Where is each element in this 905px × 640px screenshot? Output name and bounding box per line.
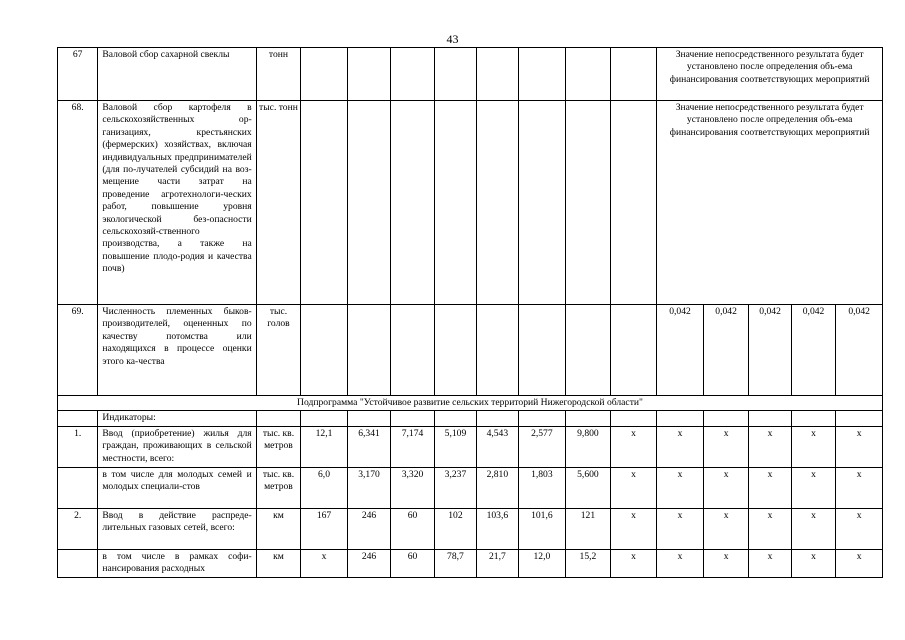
value-cell: 167	[301, 508, 348, 549]
value-cell: x	[703, 467, 749, 508]
value-cell: 12,0	[518, 549, 566, 577]
value-cell: x	[749, 549, 791, 577]
row-number: 68.	[58, 101, 98, 305]
value-cell: 0,042	[657, 305, 704, 396]
row-number	[58, 467, 98, 508]
row-name: Ввод в действие распреде-лительных газовых сетей, всего:	[98, 508, 256, 549]
value-cell: x	[657, 426, 704, 467]
row-name: в том числе для молодых семей и молодых специали-стов	[98, 467, 256, 508]
value-cell: x	[301, 549, 348, 577]
indicators-header-row	[58, 411, 883, 426]
value-cell: x	[836, 426, 883, 467]
value-cell: x	[703, 426, 749, 467]
value-cell	[391, 305, 434, 396]
section-row	[58, 396, 883, 411]
subprogram-title: Подпрограмма "Устойчивое развитие сельских территорий Нижегородской области"	[58, 396, 883, 411]
value-cell	[610, 305, 657, 396]
value-cell: 9,800	[566, 426, 611, 467]
value-cell: x	[703, 549, 749, 577]
value-cell: x	[791, 467, 836, 508]
row-name: Ввод (приобретение) жилья для граждан, проживающих в сельской местности, всего:	[98, 426, 256, 467]
value-cell: 102	[434, 508, 476, 549]
value-cell: 60	[391, 508, 434, 549]
value-cell: x	[610, 508, 657, 549]
value-cell	[347, 305, 390, 396]
value-cell: x	[610, 426, 657, 467]
table-row	[58, 467, 883, 508]
table-row	[58, 426, 883, 467]
value-cell	[566, 305, 611, 396]
value-cell: 6,0	[301, 467, 348, 508]
value-cell: 103,6	[477, 508, 518, 549]
value-cell: 246	[347, 508, 390, 549]
indicators-label: Индикаторы:	[98, 411, 256, 426]
value-cell: 21,7	[477, 549, 518, 577]
table-row	[58, 549, 883, 577]
value-cell: x	[836, 549, 883, 577]
row-unit: тонн	[256, 48, 301, 101]
row-number: 67	[58, 48, 98, 101]
value-cell: 1,803	[518, 467, 566, 508]
row-number: 1.	[58, 426, 98, 467]
row-unit: тыс. тонн	[256, 101, 301, 305]
value-cell: 78,7	[434, 549, 476, 577]
value-cell: x	[657, 549, 704, 577]
value-cell: 12,1	[301, 426, 348, 467]
value-cell: x	[836, 467, 883, 508]
value-cell: 0,042	[703, 305, 749, 396]
row-unit: км	[256, 549, 301, 577]
value-cell: 0,042	[791, 305, 836, 396]
row-unit: км	[256, 508, 301, 549]
value-cell: x	[749, 426, 791, 467]
value-cell	[477, 305, 518, 396]
table-row	[58, 101, 883, 305]
value-cell: x	[791, 508, 836, 549]
table-row	[58, 48, 883, 101]
value-cell: 3,170	[347, 467, 390, 508]
row-note: Значение непосредственного результата будет установлено после определения объ-ема финансирования соответствующих мероприятий	[657, 48, 883, 101]
value-cell: 121	[566, 508, 611, 549]
value-cell: x	[749, 508, 791, 549]
page-number: 43	[446, 32, 459, 46]
value-cell: 101,6	[518, 508, 566, 549]
row-unit: тыс. кв. метров	[256, 467, 301, 508]
value-cell: x	[749, 467, 791, 508]
value-cell: x	[610, 467, 657, 508]
value-cell: 3,237	[434, 467, 476, 508]
value-cell	[301, 305, 348, 396]
table-row	[58, 305, 883, 396]
value-cell: 3,320	[391, 467, 434, 508]
value-cell: x	[791, 426, 836, 467]
value-cell: 15,2	[566, 549, 611, 577]
value-cell: 5,109	[434, 426, 476, 467]
value-cell: 2,810	[477, 467, 518, 508]
value-cell	[518, 305, 566, 396]
row-name: Валовой сбор картофеля в сельскохозяйственных ор-ганизациях, крестьянских (фермерских) хозяйствах, включая индивидуальных предпринимателей (для по-лучателей субсидий на воз-мещение части затрат на проведение агротехнологи-ческих работ, повышение уровня экологической без-опасности сельскохозяй-ственного производства, а также на повышение плодо-родия и качества почв)	[98, 101, 256, 305]
value-cell: x	[836, 508, 883, 549]
value-cell: 60	[391, 549, 434, 577]
value-cell: 6,341	[347, 426, 390, 467]
value-cell: x	[703, 508, 749, 549]
value-cell: 5,600	[566, 467, 611, 508]
value-cell: 0,042	[836, 305, 883, 396]
value-cell: x	[610, 549, 657, 577]
row-name: в том числе в рамках софи-нансирования расходных	[98, 549, 256, 577]
value-cell: 0,042	[749, 305, 791, 396]
value-cell: x	[657, 467, 704, 508]
value-cell: 7,174	[391, 426, 434, 467]
value-cell: x	[791, 549, 836, 577]
value-cell: 2,577	[518, 426, 566, 467]
table-row	[58, 508, 883, 549]
value-cell: 4,543	[477, 426, 518, 467]
value-cell: x	[657, 508, 704, 549]
row-note: Значение непосредственного результата будет установлено после определения объ-ема финансирования соответствующих мероприятий	[657, 101, 883, 305]
program-indicators-table	[57, 47, 883, 578]
row-unit: тыс. кв. метров	[256, 426, 301, 467]
value-cell: 246	[347, 549, 390, 577]
row-name: Валовой сбор сахарной свеклы	[98, 48, 256, 101]
row-unit: тыс. голов	[256, 305, 301, 396]
row-number: 2.	[58, 508, 98, 549]
row-number	[58, 549, 98, 577]
row-number: 69.	[58, 305, 98, 396]
row-name: Численность племенных быков-производителей, оцененных по качеству потомства или находящихся в процессе оценки этого ка-чества	[98, 305, 256, 396]
value-cell	[434, 305, 476, 396]
